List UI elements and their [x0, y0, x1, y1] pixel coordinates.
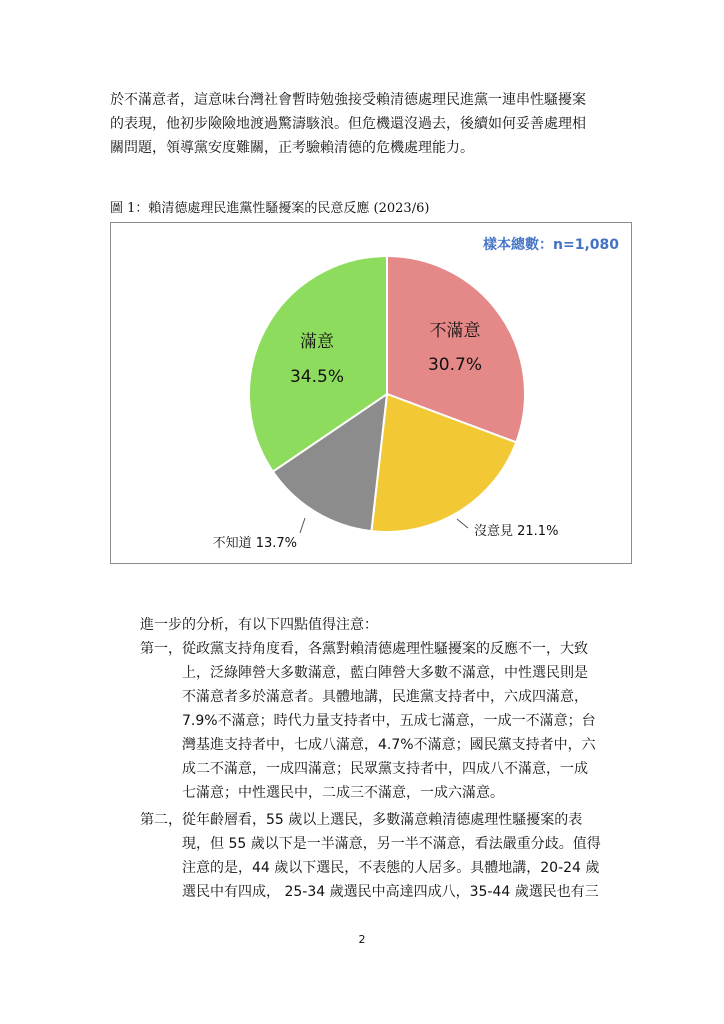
analysis-lead: 進一步的分析，有以下四點值得注意： — [140, 617, 378, 633]
analysis-point-1 — [140, 637, 596, 805]
sample-size-note: 樣本總數：n=1,080 — [483, 237, 619, 253]
point-marker: 第二， — [140, 812, 182, 828]
point-line: 上，泛綠陣營大多數滿意，藍白陣營大多數不滿意，中性選民則是 — [182, 665, 588, 681]
leader-line-dont-know — [300, 518, 305, 533]
point-line: 從年齡層看，55 歲以上選民，多數滿意賴清德處理性騷擾案的表 — [182, 812, 583, 828]
value-satisfied: 34.5% — [289, 367, 345, 387]
pie-chart-svg — [111, 223, 633, 565]
leader-line-no-opinion — [457, 519, 468, 528]
label-satisfied: 滿意 — [300, 332, 334, 352]
label-no-opinion: 沒意見 21.1% — [474, 524, 559, 539]
analysis-point-2 — [140, 808, 601, 904]
page-number: 2 — [358, 933, 366, 946]
point-line: 從政黨支持角度看，各黨對賴清德處理性騷擾案的反應不一，大致 — [182, 641, 588, 657]
point-line: 7.9%不滿意；時代力量支持者中，五成七滿意，一成一不滿意；台 — [182, 713, 596, 729]
figure-caption: 圖 1：賴清德處理民進黨性騷擾案的民意反應 (2023/6) — [110, 201, 430, 216]
intro-line: 於不滿意者，這意味台灣社會暫時勉強接受賴清德處理民進黨一連串性騷擾案 — [110, 92, 586, 108]
point-line: 不滿意者多於滿意者。具體地講，民進黨支持者中，六成四滿意， — [182, 689, 588, 705]
intro-line: 關問題，領導黨安度難關，正考驗賴清德的危機處理能力。 — [110, 140, 474, 156]
value-dissatisfied: 30.7% — [427, 355, 483, 375]
point-line: 選民中有四成， 25-34 歲選民中高達四成八，35-44 歲選民也有三 — [182, 884, 599, 900]
point-line: 注意的是，44 歲以下選民，不表態的人居多。具體地講，20-24 歲 — [182, 860, 600, 876]
point-marker: 第一， — [140, 641, 182, 657]
point-line: 七滿意；中性選民中，二成三不滿意，一成六滿意。 — [182, 785, 504, 801]
point-line: 現，但 55 歲以下是一半滿意，另一半不滿意，看法嚴重分歧。值得 — [182, 836, 601, 852]
label-dont-know: 不知道 13.7% — [212, 536, 297, 551]
point-line: 成二不滿意，一成四滿意；民眾黨支持者中，四成八不滿意，一成 — [182, 761, 588, 777]
intro-line: 的表現，他初步險險地渡過驚濤駭浪。但危機還沒過去，後續如何妥善處理相 — [110, 116, 586, 132]
point-line: 灣基進支持者中，七成八滿意，4.7%不滿意；國民黨支持者中，六 — [182, 737, 596, 753]
label-dissatisfied: 不滿意 — [429, 321, 481, 341]
intro-paragraph — [110, 88, 586, 160]
pie-chart — [110, 222, 632, 564]
